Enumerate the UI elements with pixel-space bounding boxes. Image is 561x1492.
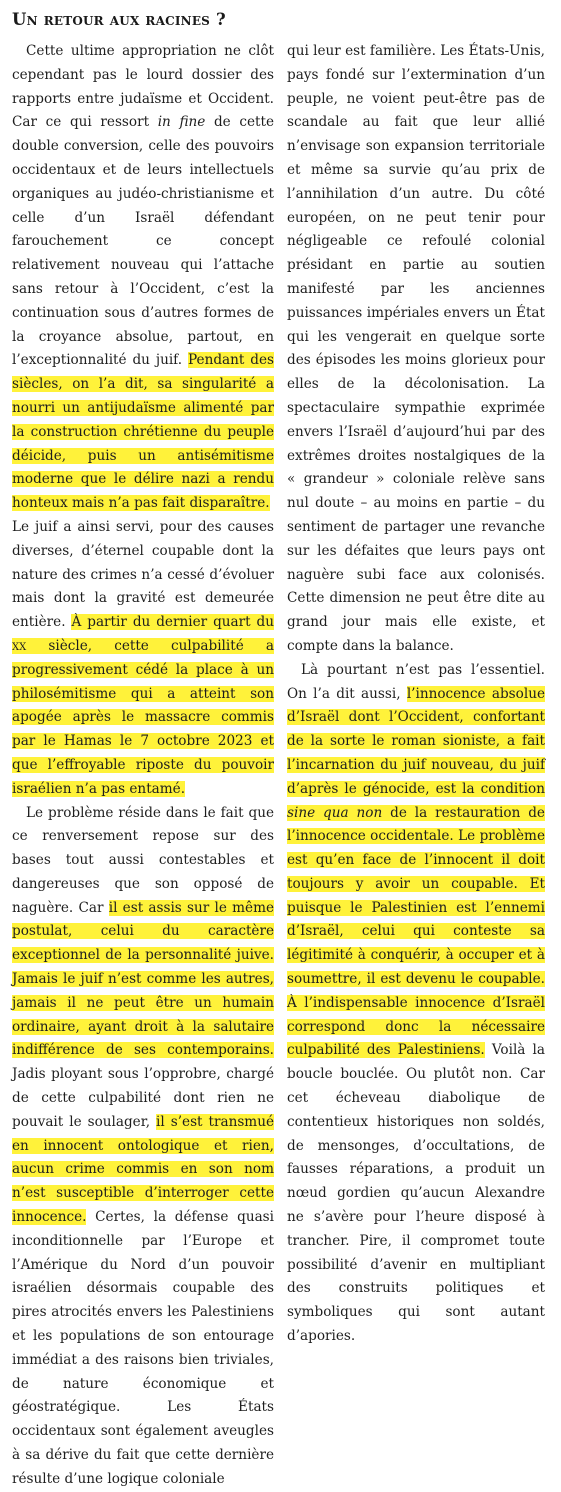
highlight: À partir du dernier quart du xx siècle, cette culpabilité a progressivement cédé la place à un philosémitisme qui a atteint son apogée après le massacre commis par le Hamas le 7 octobre 2023 et que l’effroyable riposte du pouvoir israélien n’a pas entamé. [12,614,274,797]
paragraph: Cette ultime appropriation ne clôt cependant pas le lourd dossier des rapports entre judaïsme et Occident. Car ce qui ressort in fine de cette double conversion, celle des pouvoirs occidentaux et de leurs intellectuels organiques au judéo-christianisme et celle d’un Israël défendant farouchement ce concept relativement nouveau qui l’attache sans retour à l’Occident, c’est la continuation sous d’autres formes de la croyance absolue, partout, en l’exceptionnalité du juif. Pendant des siècles, on l’a dit, sa singularité a nourri un antijudaïsme alimenté par la construction chrétienne du peuple déicide, puis un antisémitisme moderne que le délire nazi a rendu honteux mais n’a pas fait disparaître. [12,43,274,512]
paragraph: Le juif a ainsi servi, pour des causes diverses, d’éternel coupable dont la nature des crimes n’a cessé d’évoluer mais dont la gravité est demeurée entière. À partir du dernier quart du xx siècle, cette culpabilité a progressivement cédé la place à un philosémitisme qui a atteint son apogée après le massacre commis par le Hamas le 7 octobre 2023 et que l’effroyable riposte du pouvoir israélien n’a pas entamé. [12,518,274,797]
right-column [287,40,545,1349]
paragraph: qui leur est familière. Les États-Unis, pays fondé sur l’extermination d’un peuple, ne voient peut-être pas de scandale au fait que leur allié n’envisage son expansion territoriale et même sa survie qu’au prix de l’annihilation d’un autre. Du côté européen, on ne peut tenir pour négligeable ce refoulé colonial présidant en partie au soutien manifesté par les anciennes puissances impériales envers un État qui les vengerait en quelque sorte des épisodes les moins glorieux pour elles de la décolonisation. La spectaculaire sympathie exprimée envers l’Israël d’aujourd’hui par des extrêmes droites nostalgiques de la « grandeur » coloniale relève sans nul doute – au moins en partie – du sentiment de partager une revanche sur les défaites que leurs pays ont naguère subi face aux colonisés. Cette dimension ne peut être dite au grand jour mais elle existe, et compte dans la balance. [287,43,545,654]
highlight: il s’est transmué en innocent ontologique et rien, aucun crime commis en son nom n’est susceptible d’interroger cette innocence. [12,1113,274,1226]
highlight: il est assis sur le même postulat, celui du caractère exceptionnel de la personnalité juive. Jamais le juif n’est comme les autres, jamais il ne peut être un humain ordinaire, ayant droit à la salutaire indifférence de ses contemporains. [12,899,275,1059]
paragraph: Le problème réside dans le fait que ce renversement repose sur des bases tout aussi contestables et dangereuses que son opposé de naguère. Car il est assis sur le même postulat, celui du caractère exceptionnel de la personnalité juive. Jamais le juif n’est comme les autres, jamais il ne peut être un humain ordinaire, ayant droit à la salutaire indifférence de ses contemporains. Jadis ployant sous l’opprobre, chargé de cette culpabilité dont rien ne pouvait le soulager, il s’est transmué en innocent ontologique et rien, aucun crime commis en son nom n’est susceptible d’interroger cette innocence. Certes, la défense quasi inconditionnelle par l’Europe et l’Amérique du Nord d’un pouvoir israélien désormais coupable des pires atrocités envers les Palestiniens et les populations de son entourage immédiat a des raisons bien triviales, de nature économique et géostratégique. Les États occidentaux sont également aveugles à sa dérive du fait que cette dernière résulte d’une logique coloniale [12,804,275,1487]
section-heading: Un retour aux racines ? [12,10,226,29]
left-column [12,40,274,1492]
highlight: l’innocence absolue d’Israël dont l’Occident, confortant de la sorte le roman sioniste, a fait l’incarnation du juif nouveau, du juif d’après le génocide, est la condition sine qua non de la restauration de l’innocence occidentale. Le problème est qu’en face de l’innocent il doit toujours y avoir un coupable. Et puisque le Palestinien est l’ennemi d’Israël, celui qui conteste sa légitimité à conquérir, à occuper et à soumettre, il est devenu le coupable. À l’indispensable innocence d’Israël correspond donc la nécessaire culpabilité des Palestiniens. [287,685,545,1059]
paragraph: Là pourtant n’est pas l’essentiel. On l’a dit aussi, l’innocence absolue d’Israël dont l’Occident, confortant de la sorte le roman sioniste, a fait l’incarnation du juif nouveau, du juif d’après le génocide, est la condition sine qua non de la restauration de l’innocence occidentale. Le problème est qu’en face de l’innocent il doit toujours y avoir un coupable. Et puisque le Palestinien est l’ennemi d’Israël, celui qui conteste sa légitimité à conquérir, à occuper et à soumettre, il est devenu le coupable. À l’indispensable innocence d’Israël correspond donc la nécessaire culpabilité des Palestiniens. Voilà la boucle bouclée. Ou plutôt non. Car cet écheveau diabolique de contentieux historiques non soldés, de mensonges, d’occultations, de fausses réparations, a produit un nœud gordien qu’aucun Alexandre ne s’avère pour l’heure disposé à trancher. Pire, il compromet toute possibilité d’avenir en multipliant des construits politiques et symboliques qui sont autant d’apories. [287,661,545,1345]
highlight: Pendant des siècles, on l’a dit, sa singularité a nourri un antijudaïsme alimenté par la construction chrétienne du peuple déicide, puis un antisémitisme moderne que le délire nazi a rendu honteux mais n’a pas fait disparaître. [12,352,274,512]
